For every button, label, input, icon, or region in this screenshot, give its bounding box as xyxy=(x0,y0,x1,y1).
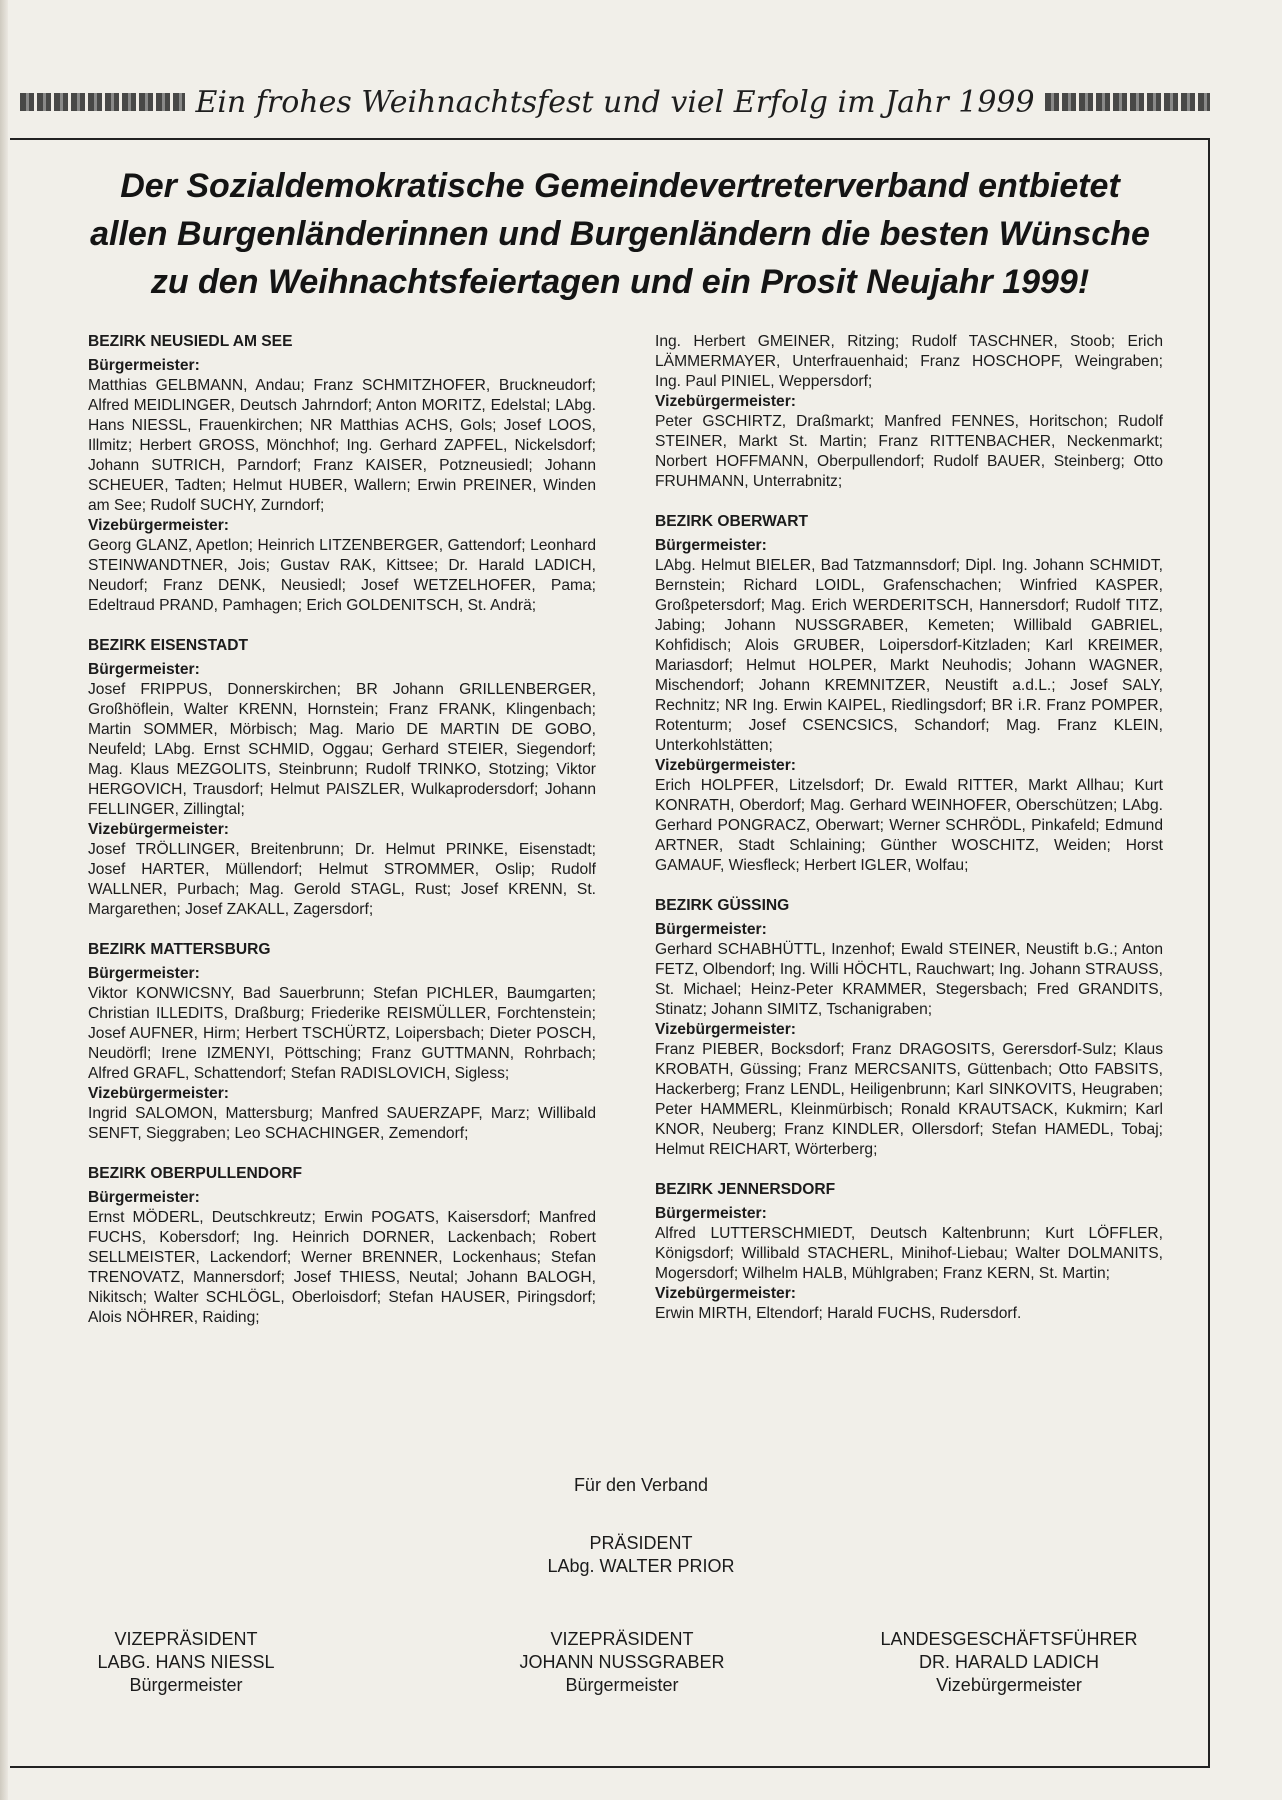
signatory-vice-president-2 xyxy=(462,1628,782,1697)
president-title: PRÄSIDENT xyxy=(589,1533,693,1553)
headline xyxy=(70,162,1170,306)
district-neusiedl xyxy=(88,332,596,616)
vice-mayors-list: Franz PIEBER, Bocksdorf; Franz DRAGOSITS, Gerersdorf-Sulz; Klaus KROBATH, Güssing; Franz MERCSANITS, Güttenbach; Otto FABSITS, Hackerberg; Franz LENDL, Heiligenbrunn; Karl SINKOVITS, Heugraben; Peter HAMMERL, Kleinmürbisch; Ronald KRAUTSACK, Kukmirn; Karl KNOR, Neuberg; Franz KINDLER, Ollersdorf; Stefan HAMEDL, Tobaj; Helmut REICHART, Wörterberg; xyxy=(655,1041,1163,1158)
vice-mayors-label: Vizebürgermeister: xyxy=(88,517,229,534)
mayors-label: Bürgermeister: xyxy=(655,537,767,554)
mayors-list: Josef FRIPPUS, Donnerskirchen; BR Johann GRILLENBERGER, Großhöflein, Walter KRENN, Hornstein; Franz FRANK, Klingenbach; Martin SOMMER, Mörbisch; Mag. Mario DE MARTIN DE GOBO, Neufeld; LAbg. Ernst SCHMID, Oggau; Gerhard STEIER, Siegendorf; Mag. Klaus MEZGOLITS, Steinbrunn; Rudolf TRINKO, Stotzing; Viktor HERGOVICH, Trausdorf; Helmut PAISZLER, Wulkaprodersdorf; Johann FELLINGER, Zillingtal; xyxy=(88,681,596,818)
district-title: BEZIRK MATTERSBURG xyxy=(88,941,271,958)
signatory-managing-director xyxy=(849,1628,1169,1697)
vice-mayors-list: Peter GSCHIRTZ, Draßmarkt; Manfred FENNES, Horitschon; Rudolf STEINER, Markt St. Martin; Franz RITTENBACHER, Neckenmarkt; Norbert HOFFMANN, Oberpullendorf; Rudolf BAUER, Steinberg; Otto FRUHMANN, Unterrabnitz; xyxy=(655,413,1163,490)
greeting-text: Ein frohes Weihnachtsfest und viel Erfolg im Jahr 1999 xyxy=(195,84,1035,120)
signatory-vice-president-1 xyxy=(26,1628,346,1697)
mayors-list: Ing. Herbert GMEINER, Ritzing; Rudolf TASCHNER, Stoob; Erich LÄMMERMAYER, Unterfrauenhaid; Franz HOSCHOPF, Weingraben; Ing. Paul PINIEL, Weppersdorf; xyxy=(655,333,1163,390)
signatory-role: Vizebürgermeister xyxy=(936,1675,1082,1695)
district-eisenstadt xyxy=(88,636,596,920)
district-oberpullendorf-cont xyxy=(655,332,1163,492)
district-title: BEZIRK OBERWART xyxy=(655,513,809,530)
district-mattersburg xyxy=(88,940,596,1144)
mayors-label: Bürgermeister: xyxy=(88,965,200,982)
signatory-name: JOHANN NUSSGRABER xyxy=(519,1652,725,1672)
for-association: Für den Verband xyxy=(573,1475,709,1495)
district-guessing xyxy=(655,896,1163,1160)
mayors-label: Bürgermeister: xyxy=(655,1205,767,1222)
greeting-banner xyxy=(10,78,1220,126)
district-title: BEZIRK GÜSSING xyxy=(655,897,790,914)
signatory-role: Bürgermeister xyxy=(129,1675,243,1695)
signatory-name: DR. HARALD LADICH xyxy=(918,1652,1100,1672)
mayors-label: Bürgermeister: xyxy=(88,661,200,678)
signatory-name: LABG. HANS NIESSL xyxy=(97,1652,275,1672)
signatory-role: Bürgermeister xyxy=(565,1675,679,1695)
vice-mayors-label: Vizebürgermeister: xyxy=(88,1085,229,1102)
district-title: BEZIRK OBERPULLENDORF xyxy=(88,1165,302,1182)
right-column xyxy=(655,332,1163,1344)
ornament-left xyxy=(20,93,185,111)
vice-mayors-label: Vizebürgermeister: xyxy=(655,393,796,410)
district-title: BEZIRK JENNERSDORF xyxy=(655,1181,836,1198)
mayors-list: Matthias GELBMANN, Andau; Franz SCHMITZHOFER, Bruckneudorf; Alfred MEIDLINGER, Deutsch Jahrndorf; Anton MORITZ, Edelstal; LAbg. Hans NIESSL, Frauenkirchen; NR Matthias ACHS, Gols; Josef LOOS, Illmitz; Herbert GROSS, Mönchhof; Ing. Gerhard ZAPFEL, Nickelsdorf; Johann SUTRICH, Parndorf; Franz KAISER, Potzneusiedl; Johann SCHEUER, Tadten; Helmut HUBER, Wallern; Erwin PREINER, Winden am See; Rudolf SUCHY, Zurndorf; xyxy=(88,377,596,514)
signatory-title: VIZEPRÄSIDENT xyxy=(114,1629,258,1649)
mayors-list: Gerhard SCHABHÜTTL, Inzenhof; Ewald STEINER, Neustift b.G.; Anton FETZ, Olbendorf; Ing. Willi HÖCHTL, Rauchwart; Ing. Johann STRAUSS, St. Michael; Heinz-Peter KRAMMER, Stegersbach; Fred GRANDITS, Stinatz; Johann SIMITZ, Tschanigraben; xyxy=(655,941,1163,1018)
mayors-list: Alfred LUTTERSCHMIEDT, Deutsch Kaltenbrunn; Kurt LÖFFLER, Königsdorf; Willibald STACHERL, Minihof-Liebau; Walter DOLMANITS, Mogersdorf; Wilhelm HALB, Mühlgraben; Franz KERN, St. Martin; xyxy=(655,1225,1163,1282)
mayors-label: Bürgermeister: xyxy=(88,1189,200,1206)
mayors-list: Ernst MÖDERL, Deutschkreutz; Erwin POGATS, Kaisersdorf; Manfred FUCHS, Kobersdorf; Ing. Heinrich DORNER, Lackenbach; Robert SELLMEISTER, Lackendorf; Werner BRENNER, Lockenhaus; Stefan TRENOVATZ, Mannersdorf; Josef THIESS, Neutal; Johann BALOGH, Nikitsch; Walter SCHLÖGL, Oberloisdorf; Stefan HAUSER, Piringsdorf; Alois NÖHRER, Raiding; xyxy=(88,1209,596,1326)
left-column xyxy=(88,332,596,1348)
district-title: BEZIRK EISENSTADT xyxy=(88,637,248,654)
signatory-title: VIZEPRÄSIDENT xyxy=(550,1629,694,1649)
vice-mayors-label: Vizebürgermeister: xyxy=(88,821,229,838)
district-title: BEZIRK NEUSIEDL AM SEE xyxy=(88,333,293,350)
headline-line-3: zu den Weihnachtsfeiertagen und ein Prosit Neujahr 1999! xyxy=(150,263,1090,301)
page-edge xyxy=(0,0,8,1800)
mayors-list: Viktor KONWICSNY, Bad Sauerbrunn; Stefan PICHLER, Baumgarten; Christian ILLEDITS, Draßburg; Friederike REISMÜLLER, Forchtenstein; Josef AUFNER, Hirm; Herbert TSCHÜRTZ, Loipersbach; Dieter POSCH, Neudörfl; Irene IZMENYI, Pöttsching; Franz GUTTMANN, Rohrbach; Alfred GRAFL, Schattendorf; Stefan RADISLOVICH, Sigless; xyxy=(88,985,596,1082)
vice-mayors-label: Vizebürgermeister: xyxy=(655,1021,796,1038)
mayors-label: Bürgermeister: xyxy=(88,357,200,374)
headline-line-2: allen Burgenländerinnen und Burgenländern die besten Wünsche xyxy=(90,215,1150,253)
vice-mayors-list: Erwin MIRTH, Eltendorf; Harald FUCHS, Rudersdorf. xyxy=(655,1305,1022,1322)
mayors-list: LAbg. Helmut BIELER, Bad Tatzmannsdorf; Dipl. Ing. Johann SCHMIDT, Bernstein; Richard LOIDL, Grafenschachen; Winfried KASPER, Großpetersdorf; Mag. Erich WERDERITSCH, Hannersdorf; Rudolf TITZ, Jabing; Johann NUSSGRABER, Kemeten; Willibald GABRIEL, Kohfidisch; Alois GRUBER, Loipersdorf-Kitzladen; Karl KREIMER, Mariasdorf; Helmut HOLPER, Markt Neuhodis; Johann WAGNER, Mischendorf; Johann KREMNITZER, Neustift a.d.L.; Josef SALY, Rechnitz; NR Ing. Erwin KAIPEL, Riedlingsdorf; BR i.R. Franz POMPER, Rotenturm; Josef CSENCSICS, Schandorf; Mag. Franz KLEIN, Unterkohlstätten; xyxy=(655,557,1163,754)
district-oberwart xyxy=(655,512,1163,876)
vice-mayors-list: Georg GLANZ, Apetlon; Heinrich LITZENBERGER, Gattendorf; Leonhard STEINWANDTNER, Jois; Gustav RAK, Kittsee; Dr. Harald LADICH, Neudorf; Franz DENK, Neusiedl; Josef WETZELHOFER, Pama; Edeltraud PRAND, Pamhagen; Erich GOLDENITSCH, St. Andrä; xyxy=(88,537,596,614)
district-oberpullendorf xyxy=(88,1164,596,1328)
vice-mayors-list: Josef TRÖLLINGER, Breitenbrunn; Dr. Helmut PRINKE, Eisenstadt; Josef HARTER, Müllendorf; Helmut STROMMER, Oslip; Rudolf WALLNER, Purbach; Mag. Gerold STAGL, Rust; Josef KRENN, St. Margarethen; Josef ZAKALL, Zagersdorf; xyxy=(88,841,596,918)
mayors-label: Bürgermeister: xyxy=(655,921,767,938)
vice-mayors-list: Ingrid SALOMON, Mattersburg; Manfred SAUERZAPF, Marz; Willibald SENFT, Sieggraben; Leo SCHACHINGER, Zemendorf; xyxy=(88,1105,596,1142)
ornament-right xyxy=(1045,93,1210,111)
headline-line-1: Der Sozialdemokratische Gemeindevertreterverband entbietet xyxy=(120,167,1120,205)
president-name: LAbg. WALTER PRIOR xyxy=(547,1556,735,1576)
signatory-title: LANDESGESCHÄFTSFÜHRER xyxy=(880,1629,1138,1649)
district-jennersdorf xyxy=(655,1180,1163,1324)
vice-mayors-label: Vizebürgermeister: xyxy=(655,1285,796,1302)
vice-mayors-list: Erich HOLPFER, Litzelsdorf; Dr. Ewald RITTER, Markt Allhau; Kurt KONRATH, Oberdorf; Mag. Gerhard WEINHOFER, Oberschützen; LAbg. Gerhard PONGRACZ, Oberwart; Werner SCHRÖDL, Pinkafeld; Edmund ARTNER, Stadt Schlaining; Günther WOSCHITZ, Weiden; Horst GAMAUF, Wiesfleck; Herbert IGLER, Wolfau; xyxy=(655,777,1163,874)
vice-mayors-label: Vizebürgermeister: xyxy=(655,757,796,774)
